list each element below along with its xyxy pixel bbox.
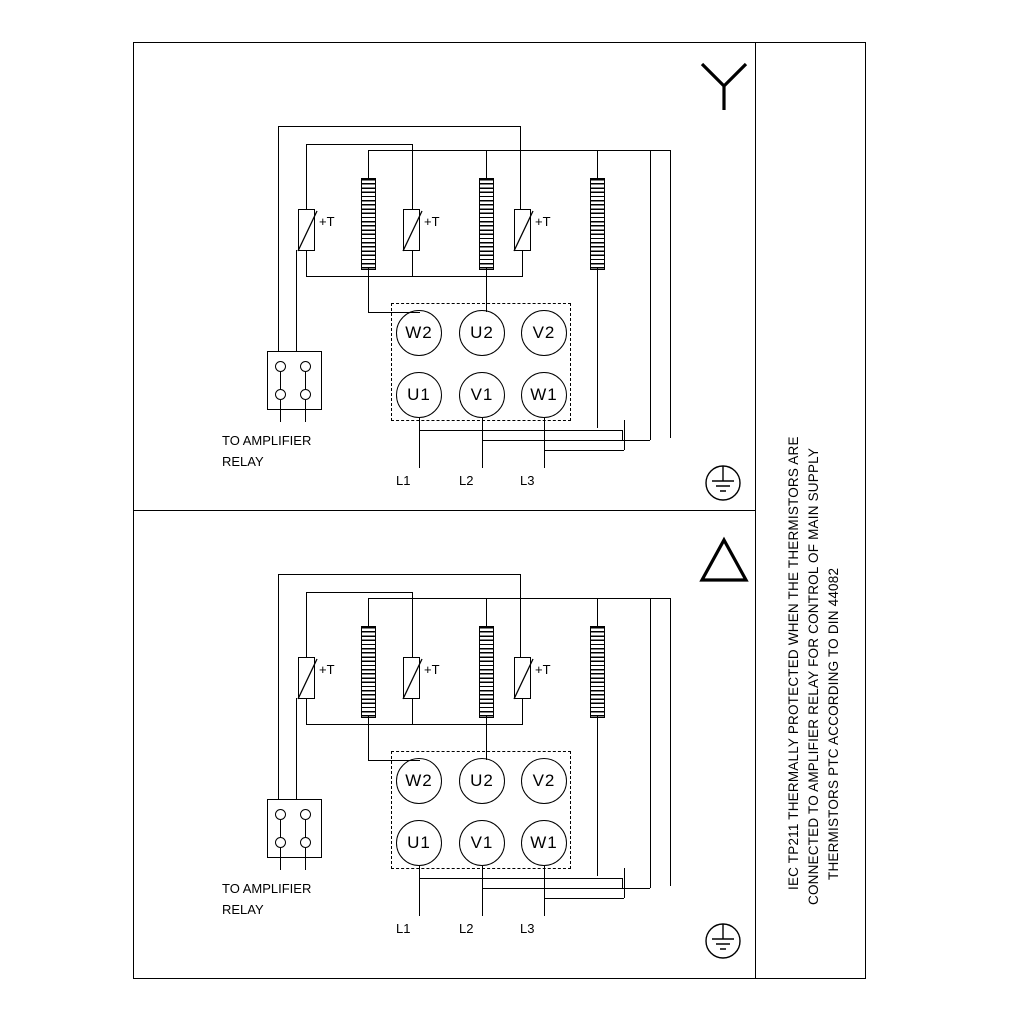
ptc-wire-mid-left	[306, 698, 307, 724]
ptc-label-2: +T	[424, 214, 440, 229]
supply-line-l1	[419, 418, 420, 468]
coil-lead-2-down	[486, 268, 487, 312]
terminal-dot-2	[300, 809, 311, 820]
coil-lead-1-up	[368, 598, 369, 628]
terminal-v1: V1	[459, 372, 505, 418]
ptc-thermistor-2	[403, 209, 420, 251]
ptc-wire-bot	[412, 276, 523, 277]
ptc-label-3: +T	[535, 662, 551, 677]
amplifier-terminal-block	[267, 351, 322, 410]
panel-divider	[133, 510, 755, 511]
motor-coil-1	[361, 626, 376, 718]
coil-top-rail-right	[670, 598, 671, 886]
terminal-w2: W2	[396, 758, 442, 804]
coil-lead-2-down	[486, 716, 487, 760]
ptc-wire-mid-left	[306, 250, 307, 276]
terminal-u2: U2	[459, 310, 505, 356]
amplifier-label-line-2: RELAY	[222, 454, 264, 469]
ptc-wire-riser-b	[306, 592, 307, 658]
supply-label-l3: L3	[520, 473, 535, 488]
ptc-thermistor-2	[403, 657, 420, 699]
supply-label-l2: L2	[459, 921, 474, 936]
terminal-v2: V2	[521, 310, 567, 356]
terminal-lead-out-2	[305, 848, 306, 870]
terminal-lead-out-1	[280, 848, 281, 870]
terminal-lead-2	[305, 372, 306, 390]
supply-cross-3	[544, 450, 624, 451]
ptc-wire-top-a	[278, 574, 521, 575]
supply-line-l2	[482, 418, 483, 468]
coil-lead-1-up	[368, 150, 369, 180]
amplifier-label-line-1: TO AMPLIFIER	[222, 433, 312, 448]
ptc-wire-bot-right	[522, 250, 523, 276]
amplifier-label-line-2: RELAY	[222, 902, 264, 917]
coil-lead-3-up	[597, 598, 598, 628]
supply-label-l1: L1	[396, 921, 411, 936]
ptc-thermistor-1	[298, 657, 315, 699]
ptc-wire-riser-b	[306, 144, 307, 210]
ptc-wire-mid	[306, 276, 413, 277]
terminal-u2: U2	[459, 758, 505, 804]
terminal-u1: U1	[396, 372, 442, 418]
terminal-v2: V2	[521, 758, 567, 804]
supply-line-l2	[482, 866, 483, 916]
coil-top-rail	[368, 598, 671, 599]
coil-lead-1-join	[368, 760, 420, 761]
ptc-label-2: +T	[424, 662, 440, 677]
supply-label-l1: L1	[396, 473, 411, 488]
supply-cross-1	[419, 878, 622, 879]
terminal-dot-3	[275, 837, 286, 848]
amplifier-label-line-1: TO AMPLIFIER	[222, 881, 312, 896]
coil-lead-1-down	[368, 716, 369, 760]
supply-cross-2-r	[650, 598, 651, 888]
terminal-dot-1	[275, 361, 286, 372]
supply-cross-3-r	[624, 868, 625, 898]
supply-label-l2: L2	[459, 473, 474, 488]
terminal-dot-4	[300, 389, 311, 400]
ptc-wire-mid-right	[412, 250, 413, 276]
motor-coil-1	[361, 178, 376, 270]
terminal-dot-2	[300, 361, 311, 372]
delta-triangle-symbol	[696, 534, 752, 586]
supply-cross-3-r	[624, 420, 625, 450]
supply-line-l3	[544, 866, 545, 916]
ptc-wire-bot	[412, 724, 523, 725]
terminal-lead-1	[280, 820, 281, 838]
ptc-label-1: +T	[319, 214, 335, 229]
supply-cross-1	[419, 430, 622, 431]
coil-top-rail-right	[670, 150, 671, 438]
supply-cross-2-r	[650, 150, 651, 440]
ptc-wire-drop-a	[520, 126, 521, 210]
ptc-wire-drop-b	[412, 144, 413, 210]
ptc-thermistor-3	[514, 209, 531, 251]
coil-lead-1-down	[368, 268, 369, 312]
coil-lead-2-up	[486, 150, 487, 180]
terminal-lead-out-2	[305, 400, 306, 422]
ptc-wire-top-b	[306, 144, 413, 145]
terminal-w2: W2	[396, 310, 442, 356]
terminal-lead-out-1	[280, 400, 281, 422]
supply-line-l3	[544, 418, 545, 468]
terminal-dot-4	[300, 837, 311, 848]
coil-lead-1-join	[368, 312, 420, 313]
terminal-dot-1	[275, 809, 286, 820]
ptc-thermistor-1	[298, 209, 315, 251]
supply-label-l3: L3	[520, 921, 535, 936]
earth-ground-symbol	[700, 460, 746, 506]
terminal-v1: V1	[459, 820, 505, 866]
coil-lead-3-up	[597, 150, 598, 180]
terminal-w1: W1	[521, 820, 567, 866]
ptc-wire-top-a	[278, 126, 521, 127]
supply-cross-3	[544, 898, 624, 899]
note-line-1: IEC TP211 THERMALLY PROTECTED WHEN THE THERMISTORS ARE	[786, 436, 801, 890]
ptc-wire-mid-right	[412, 698, 413, 724]
coil-top-rail	[368, 150, 671, 151]
supply-line-l1	[419, 866, 420, 916]
motor-coil-2	[479, 178, 494, 270]
ptc-thermistor-3	[514, 657, 531, 699]
motor-coil-3	[590, 626, 605, 718]
motor-coil-3	[590, 178, 605, 270]
coil-lead-2-up	[486, 598, 487, 628]
ptc-wire-drop-b	[412, 592, 413, 658]
motor-coil-2	[479, 626, 494, 718]
ptc-wire-mid	[306, 724, 413, 725]
ptc-wire-bot-right	[522, 698, 523, 724]
terminal-w1: W1	[521, 372, 567, 418]
coil-lead-3-down	[597, 268, 598, 428]
note-line-2: CONNECTED TO AMPLIFIER RELAY FOR CONTROL OF MAIN SUPPLY	[806, 447, 821, 905]
note-line-3: THERMISTORS PTC ACCORDING TO DIN 44082	[826, 567, 841, 880]
terminal-lead-1	[280, 372, 281, 390]
terminal-dot-3	[275, 389, 286, 400]
coil-lead-3-down	[597, 716, 598, 876]
terminal-lead-2	[305, 820, 306, 838]
ptc-wire-top-b	[306, 592, 413, 593]
ptc-label-1: +T	[319, 662, 335, 677]
earth-ground-symbol	[700, 918, 746, 964]
terminal-u1: U1	[396, 820, 442, 866]
ptc-label-3: +T	[535, 214, 551, 229]
amplifier-terminal-block	[267, 799, 322, 858]
ptc-wire-drop-a	[520, 574, 521, 658]
star-wye-symbol	[696, 58, 752, 114]
note-column-divider	[755, 42, 756, 979]
